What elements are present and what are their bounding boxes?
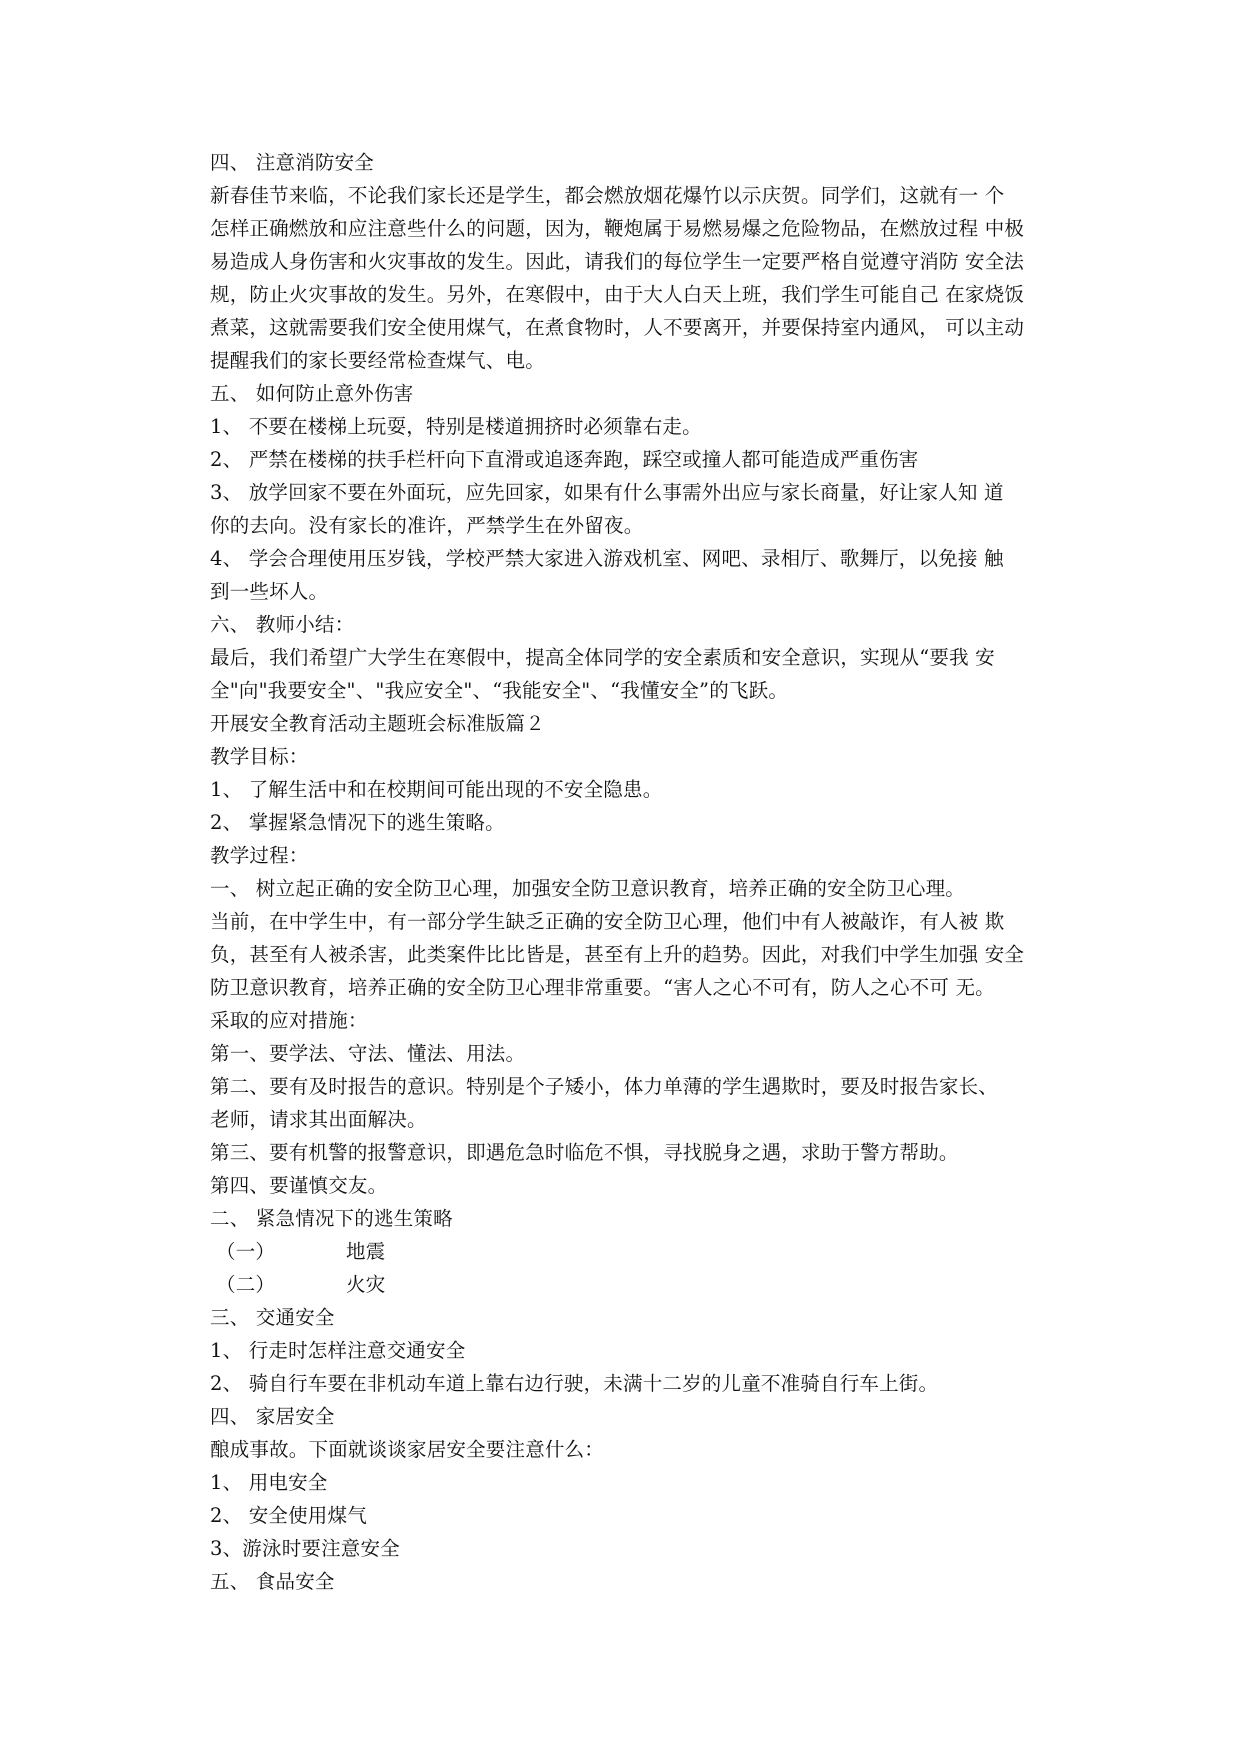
text-line: 2、 严禁在楼梯的扶手栏杆向下直滑或追逐奔跑，踩空或撞人都可能造成严重伤害 xyxy=(210,448,919,471)
paragraph xyxy=(210,839,1060,872)
paragraph xyxy=(210,641,1060,707)
text-line: 第二、要有及时报告的意识。特别是个子矮小，体力单薄的学生遇欺时，要及时报告家长、 xyxy=(210,1075,999,1098)
paragraph xyxy=(210,872,1060,905)
paragraph xyxy=(210,905,1060,1004)
paragraph xyxy=(210,806,1060,839)
paragraph xyxy=(210,443,1060,476)
text-line: 2、 掌握紧急情况下的逃生策略。 xyxy=(210,811,505,834)
paragraph xyxy=(210,146,1060,179)
paragraph xyxy=(210,740,1060,773)
paragraph xyxy=(210,377,1060,410)
text-line: 一、 树立起正确的安全防卫心理，加强安全防卫意识教育，培养正确的安全防卫心理。 xyxy=(210,877,965,900)
text-line: 防卫意识教育，培养正确的安全防卫心理非常重要。“害人之心不可有，防人之心不可 无。 xyxy=(210,976,995,999)
text-line: 你的去向。没有家长的准许，严禁学生在外留夜。 xyxy=(210,514,644,537)
text-line: 提醒我们的家长要经常检查煤气、电。 xyxy=(210,349,545,372)
text-line: 到一些坏人。 xyxy=(210,580,329,603)
document-body xyxy=(210,146,1060,1598)
text-line: 第三、要有机警的报警意识，即遇危急时临危不惧，寻找脱身之遇，求助于警方帮助。 xyxy=(210,1141,959,1164)
sub-item-text: 地震 xyxy=(346,1240,386,1263)
text-line: 采取的应对措施： xyxy=(210,1009,368,1032)
paragraph xyxy=(210,1202,1060,1235)
text-line: 负，甚至有人被杀害，此类案件比比皆是，甚至有上升的趋势。因此，对我们中学生加强 安全 xyxy=(210,943,1025,966)
text-line: 第四、要谨慎交友。 xyxy=(210,1174,388,1197)
text-line: 怎样正确燃放和应注意些什么的问题，因为，鞭炮属于易燃易爆之危险物品，在燃放过程 中极 xyxy=(210,217,1025,240)
text-line: 六、 教师小结： xyxy=(210,613,355,636)
paragraph xyxy=(210,1169,1060,1202)
text-line: 老师，请求其出面解决。 xyxy=(210,1108,427,1131)
text-line: 最后，我们希望广大学生在寒假中，提高全体同学的安全素质和安全意识，实现从“要我 安 xyxy=(210,646,995,669)
text-line: 2、 骑自行车要在非机动车道上靠右边行驶，未满十二岁的儿童不准骑自行车上街。 xyxy=(210,1372,939,1395)
text-line: 教学目标： xyxy=(210,745,309,768)
paragraph xyxy=(210,773,1060,806)
paragraph xyxy=(210,1433,1060,1466)
text-line: 五、 如何防止意外伤害 xyxy=(210,382,414,405)
paragraph xyxy=(210,707,1060,740)
paragraph xyxy=(210,1532,1060,1565)
text-line: 1、 不要在楼梯上玩耍，特别是楼道拥挤时必须靠右走。 xyxy=(210,415,702,438)
text-line: 四、 家居安全 xyxy=(210,1405,335,1428)
text-line: 酿成事故。下面就谈谈家居安全要注意什么： xyxy=(210,1438,605,1461)
text-line: 1、 行走时怎样注意交通安全 xyxy=(210,1339,466,1362)
sub-item xyxy=(210,1235,1060,1268)
text-line: 当前，在中学生中，有一部分学生缺乏正确的安全防卫心理，他们中有人被敲诈，有人被 欺 xyxy=(210,910,1005,933)
paragraph xyxy=(210,542,1060,608)
paragraph xyxy=(210,1334,1060,1367)
paragraph xyxy=(210,1400,1060,1433)
text-line: 3、游泳时要注意安全 xyxy=(210,1537,400,1560)
paragraph xyxy=(210,1136,1060,1169)
text-line: 二、 紧急情况下的逃生策略 xyxy=(210,1207,453,1230)
text-line: 三、 交通安全 xyxy=(210,1306,335,1329)
text-line: 3、 放学回家不要在外面玩，应先回家，如果有什么事需外出应与家长商量，好让家人知 道 xyxy=(210,481,1004,504)
text-line: 四、 注意消防安全 xyxy=(210,151,374,174)
paragraph xyxy=(210,179,1060,377)
paragraph xyxy=(210,1565,1060,1598)
text-line: 第一、要学法、守法、懂法、用法。 xyxy=(210,1042,526,1065)
text-line: 煮菜，这就需要我们安全使用煤气，在煮食物时，人不要离开，并要保持室内通风， 可以主动 xyxy=(210,316,1025,339)
paragraph xyxy=(210,476,1060,542)
paragraph xyxy=(210,1301,1060,1334)
text-line: 1、 用电安全 xyxy=(210,1471,328,1494)
text-line: 4、 学会合理使用压岁钱，学校严禁大家进入游戏机室、网吧、录相厅、歌舞厅，以免接 触 xyxy=(210,547,1004,570)
text-line: 全"向"我要安全"、"我应安全"、“我能安全"、“我懂安全”的飞跃。 xyxy=(210,679,789,702)
paragraph xyxy=(210,1070,1060,1136)
paragraph xyxy=(210,1004,1060,1037)
text-line: 五、 食品安全 xyxy=(210,1570,335,1593)
sub-item-number: （一） xyxy=(216,1240,276,1263)
text-line: 教学过程： xyxy=(210,844,309,867)
text-line: 易造成人身伤害和火灾事故的发生。因此，请我们的每位学生一定要严格自觉遵守消防 安全法 xyxy=(210,250,1025,273)
paragraph xyxy=(210,1367,1060,1400)
text-line: 2、 安全使用煤气 xyxy=(210,1504,367,1527)
paragraph xyxy=(210,1499,1060,1532)
paragraph xyxy=(210,1037,1060,1070)
text-line: 规，防止火灾事故的发生。另外，在寒假中，由于大人白天上班，我们学生可能自己 在家烧饭 xyxy=(210,283,1025,306)
text-line: 开展安全教育活动主题班会标准版篇２ xyxy=(210,712,545,735)
text-line: 新春佳节来临，不论我们家长还是学生，都会燃放烟花爆竹以示庆贺。同学们，这就有一 个 xyxy=(210,184,1005,207)
paragraph xyxy=(210,410,1060,443)
text-line: 1、 了解生活中和在校期间可能出现的不安全隐患。 xyxy=(210,778,663,801)
paragraph xyxy=(210,1466,1060,1499)
paragraph xyxy=(210,608,1060,641)
sub-item-text: 火灾 xyxy=(346,1273,386,1296)
sub-item xyxy=(210,1268,1060,1301)
sub-item-number: （二） xyxy=(216,1273,276,1296)
